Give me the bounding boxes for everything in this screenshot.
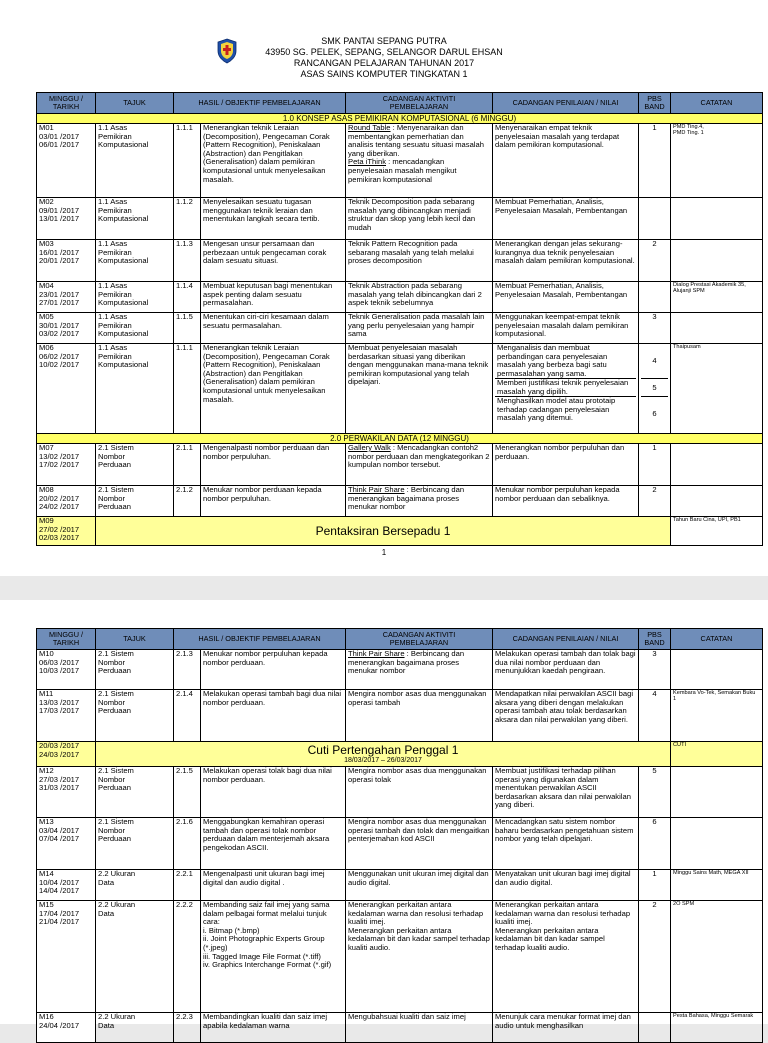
page-number: 1 (381, 548, 387, 557)
table-row (37, 650, 763, 690)
school-name: SMK PANTAI SEPANG PUTRA (321, 36, 447, 46)
assessment-cell (493, 344, 639, 434)
topic-cell: 2.2 Ukuran Data (96, 870, 174, 901)
objective-cell: Melakukan operasi tambah bagi dua nilai nombor perduaan. (201, 690, 346, 742)
topic-cell: 2.1 Sistem Nombor Perduaan (96, 444, 174, 486)
topic-cell: 2.2 Ukuran Data (96, 901, 174, 1013)
code-cell: 2.1.2 (174, 486, 201, 517)
table-row (37, 313, 763, 344)
activity-cell: Teknik Abstraction pada sebarang masalah yang telah dibincangkan dari 2 aspek teknik sebelumnya (346, 282, 493, 313)
activity-method: Round Table (348, 123, 391, 132)
objective-cell: Membuat keputusan bagi menentukan aspek penting dalam sesuatu permasalahan. (201, 282, 346, 313)
remarks-cell: Tahun Baru Cina, UPI, PB1 (671, 517, 763, 546)
activity-cell: Teknik Decomposition pada sebarang masalah yang dibincangkan menjadi struktur dan skop yang lebih kecil dan mudah (346, 198, 493, 240)
objective-cell: Mengenalpasti unit ukuran bagi imej digital dan audio digital . (201, 870, 346, 901)
school-address: 43950 SG. PELEK, SEPANG, SELANGOR DARUL EHSAN (265, 47, 503, 57)
topic-cell: 2.1 Sistem Nombor Perduaan (96, 690, 174, 742)
document-header (0, 36, 768, 80)
remarks-cell: Minggu Sains Math, MEGA XII (671, 870, 763, 901)
plan-title: RANCANGAN PELAJARAN TAHUNAN 2017 (293, 58, 475, 68)
objective-cell: Menukar nombor perpuluhan kepada nombor perduaan. (201, 650, 346, 690)
activity-method: Think Pair Share (348, 649, 405, 658)
col-header-pbs: PBS BAND (639, 629, 671, 650)
assessment-cell: Menukar nombor perpuluhan kepada nombor perduaan dan sebaliknya. (493, 486, 639, 517)
table-row (37, 1013, 763, 1043)
table-row (37, 870, 763, 901)
section-title: 2.0 PERWAKILAN DATA (12 MINGGU) (37, 434, 763, 444)
week-cell: M05 30/01 /2017 03/02 /2017 (37, 313, 96, 344)
activity-cell: Mengira nombor asas dua menggunakan operasi tolak (346, 767, 493, 818)
pbs-cell: 6 (639, 818, 671, 870)
holiday-row (37, 742, 763, 767)
col-header-catatan: CATATAN (671, 93, 763, 114)
table-row (37, 901, 763, 1013)
week-cell: M03 16/01 /2017 20/01 /2017 (37, 240, 96, 282)
remarks-cell: Kembara Vo-Tek, Semakan Buku 1 (671, 690, 763, 742)
table-row (37, 124, 763, 198)
pbs-cell: 2 (639, 486, 671, 517)
code-cell: 2.2.3 (174, 1013, 201, 1043)
activity-text: : Menyenaraikan dan membentangkan pemerhatian dan analisis tentang sesuatu situasi masalah yang diberikan. (348, 123, 484, 158)
topic-cell: 1.1 Asas Pemikiran Komputasional (96, 344, 174, 434)
activity-method: Gallery Walk (348, 443, 391, 452)
week-cell: M16 24/04 /2017 (37, 1013, 96, 1043)
subject-title: ASAS SAINS KOMPUTER TINGKATAN 1 (300, 69, 468, 79)
table-header-row (37, 93, 763, 114)
col-header-aktiviti: CADANGAN AKTIVITI PEMBELAJARAN (346, 629, 493, 650)
activity-cell (346, 650, 493, 690)
objective-cell: Menyelesaikan sesuatu tugasan menggunakan teknik leraian dan menentukan langkah secara tertib. (201, 198, 346, 240)
week-cell: 20/03 /2017 24/03 /2017 (37, 742, 96, 767)
activity-cell: Menerangkan perkaitan antara kedalaman warna dan resolusi terhadap kualiti imej. Menerangkan perkaitan antara kedalaman bit dan kadar sampel terhadap kualiti audio. (346, 901, 493, 1013)
assessment-cell: Menyatakan unit ukuran bagi imej digital dan audio digital. (493, 870, 639, 901)
week-cell: M11 13/03 /2017 17/03 /2017 (37, 690, 96, 742)
week-cell: M08 20/02 /2017 24/02 /2017 (37, 486, 96, 517)
topic-cell: 2.1 Sistem Nombor Perduaan (96, 486, 174, 517)
week-cell: M04 23/01 /2017 27/01 /2017 (37, 282, 96, 313)
objective-cell: Mengesan unsur persamaan dan perbezaan untuk pengecaman corak dalam sesuatu situasi. (201, 240, 346, 282)
remarks-cell: Pesta Bahasa, Minggu Semarak (671, 1013, 763, 1043)
assessment-week-row (37, 517, 763, 546)
objective-cell: Menerangkan teknik Leraian (Decomposition), Pengecaman Corak (Pattern Recognition), Peniskalaan (Abstraction) dan Pengitlakan (Generalisation) dalam pemikiran komputasional untuk menyelesaikan masalah. (201, 344, 346, 434)
assessment-cell: Mencadangkan satu sistem nombor baharu berdasarkan pengetahuan sistem nombor yang telah dipelajari. (493, 818, 639, 870)
remarks-cell (671, 818, 763, 870)
pbs-cell: 1 (639, 444, 671, 486)
assessment-cell: Melakukan operasi tambah dan tolak bagi dua nilai nombor perduaan dan menunjukkan kaedah pengiraan. (493, 650, 639, 690)
remarks-cell (671, 767, 763, 818)
pbs-cell (639, 282, 671, 313)
assessment-cell: Menunjuk cara menukar format imej dan audio untuk menghasilkan (493, 1013, 639, 1043)
week-cell: M12 27/03 /2017 31/03 /2017 (37, 767, 96, 818)
activity-cell (346, 486, 493, 517)
pbs-cell: 2 (639, 901, 671, 1013)
objective-cell: Melakukan operasi tolak bagi dua nilai nombor perduaan. (201, 767, 346, 818)
pbs-cell: 3 (639, 313, 671, 344)
col-header-hasil: HASIL / OBJEKTIF PEMBELAJARAN (174, 93, 346, 114)
objective-cell: Mengenalpasti nombor perduaan dan nombor perpuluhan. (201, 444, 346, 486)
week-cell: M14 10/04 /2017 14/04 /2017 (37, 870, 96, 901)
code-cell: 1.1.4 (174, 282, 201, 313)
assessment-item: Menghasilkan model atau prototaip terhadap cadangan penyelesaian masalah yang ditemui. (497, 396, 616, 423)
assessment-cell: Menerangkan nombor perpuluhan dan perduaan. (493, 444, 639, 486)
activity-cell (346, 444, 493, 486)
pbs-value: 6 (652, 409, 657, 418)
assessment-item: Menganalisis dan membuat perbandingan cara penyelesaian masalah yang berbeza bagi satu permasalahan yang sama. (495, 344, 636, 379)
col-header-catatan: CATATAN (671, 629, 763, 650)
activity-text: : Berbincang dan menerangkan bagaimana proses menukar nombor (348, 485, 465, 512)
activity-text: : Berbincang dan menerangkan bagaimana proses menukar nombor (348, 649, 465, 676)
remarks-cell (671, 240, 763, 282)
event-title: Pentaksiran Bersepadu 1 (96, 517, 671, 546)
remarks-cell (671, 650, 763, 690)
activity-cell: Membuat penyelesaian masalah berdasarkan situasi yang diberikan dengan menggunakan mana-mana teknik pemikiran komputasional yang telah dipelajari. (346, 344, 493, 434)
assessment-cell: Membuat Pemerhatian, Analisis, Penyelesaian Masalah, Pembentangan (493, 282, 639, 313)
pbs-value: 4 (641, 344, 668, 379)
assessment-cell: Menyenaraikan empat teknik penyelesaian masalah yang terdapat dalam pemikiran komputasional. (493, 124, 639, 198)
code-cell: 1.1.2 (174, 198, 201, 240)
activity-cell: Mengira nombor asas dua menggunakan operasi tambah (346, 690, 493, 742)
activity-method: Peta iThink (348, 157, 386, 167)
pbs-cell: 3 (639, 650, 671, 690)
topic-cell: 2.1 Sistem Nombor Perduaan (96, 818, 174, 870)
topic-cell: 2.1 Sistem Nombor Perduaan (96, 650, 174, 690)
assessment-cell: Menggunakan keempat-empat teknik penyelesaian masalah dalam pemikiran komputasional. (493, 313, 639, 344)
objective-cell: Menukar nombor perduaan kepada nombor perpuluhan. (201, 486, 346, 517)
code-cell: 2.1.1 (174, 444, 201, 486)
code-cell: 2.1.6 (174, 818, 201, 870)
activity-cell: Teknik Pattern Recognition pada sebarang masalah yang telah melalui proses decomposition (346, 240, 493, 282)
col-header-penilaian: CADANGAN PENILAIAN / NILAI (493, 629, 639, 650)
activity-cell: Teknik Generalisation pada masalah lain yang perlu penyelesaian yang hampir sama (346, 313, 493, 344)
pbs-cell: 4 (639, 690, 671, 742)
code-cell: 2.2.1 (174, 870, 201, 901)
week-cell: M15 17/04 /2017 21/04 /2017 (37, 901, 96, 1013)
code-cell: 1.1.5 (174, 313, 201, 344)
remarks-cell: 2O SPM (671, 901, 763, 1013)
topic-cell: 1.1 Asas Pemikiran Komputasional (96, 313, 174, 344)
assessment-cell: Membuat justifikasi terhadap pilihan operasi yang digunakan dalam menentukan perwakilan ASCII berdasarkan aksara dan nilai perwakilan yang diberi. (493, 767, 639, 818)
topic-cell: 1.1 Asas Pemikiran Komputasional (96, 282, 174, 313)
assessment-cell: Mendapatkan nilai perwakilan ASCII bagi aksara yang diberi dengan melakukan operasi tambah atau tolak berdasarkan aksara dan nilai perwakilan yang diberi. (493, 690, 639, 742)
col-header-minggu: MINGGU / TARIKH (37, 93, 96, 114)
remarks-cell: PMD Ting.4, PMD Ting. 1 (671, 124, 763, 198)
table-header-row (37, 629, 763, 650)
week-cell: M10 06/03 /2017 10/03 /2017 (37, 650, 96, 690)
week-cell: M13 03/04 /2017 07/04 /2017 (37, 818, 96, 870)
activity-text: : Mencadangkan contoh2 nombor perduaan dan mengkategorikan 2 kumpulan nombor tersebut. (348, 443, 490, 470)
topic-cell: 1.1 Asas Pemikiran Komputasional (96, 124, 174, 198)
remarks-cell (671, 444, 763, 486)
section-row (37, 114, 763, 124)
col-header-tajuk: TAJUK (96, 93, 174, 114)
table-row (37, 767, 763, 818)
activity-cell: Mengira nombor asas dua menggunakan operasi tambah dan tolak dan mengaitkan penterjemahan kod ASCII (346, 818, 493, 870)
pbs-cell (639, 344, 671, 434)
code-cell: 1.1.1 (174, 124, 201, 198)
week-cell: M07 13/02 /2017 17/02 /2017 (37, 444, 96, 486)
section-title: 1.0 KONSEP ASAS PEMIKIRAN KOMPUTASIONAL (6 MINGGU) (37, 114, 763, 124)
table-row (37, 444, 763, 486)
activity-cell: Mengubahsuai kualiti dan saiz imej (346, 1013, 493, 1043)
pbs-cell (639, 1013, 671, 1043)
topic-cell: 1.1 Asas Pemikiran Komputasional (96, 240, 174, 282)
pbs-cell: 5 (639, 767, 671, 818)
pbs-cell: 1 (639, 870, 671, 901)
assessment-cell: Menerangkan perkaitan antara kedalaman warna dan resolusi terhadap kualiti imej. Menerangkan perkaitan antara kedalaman bit dan kadar sampel terhadap kualiti audio. (493, 901, 639, 1013)
remarks-cell (671, 486, 763, 517)
table-row (37, 690, 763, 742)
page-2 (0, 600, 768, 1030)
assessment-cell: Menerangkan dengan jelas sekurang- kurangnya dua teknik penyelesaian masalah dalam pemikiran komputasional. (493, 240, 639, 282)
pbs-cell (639, 198, 671, 240)
assessment-item: Memberi justifikasi teknik penyelesaian masalah yang dipilih. (495, 379, 636, 397)
col-header-tajuk: TAJUK (96, 629, 174, 650)
activity-method: Think Pair Share (348, 485, 405, 494)
activity-text: : mencadangkan penyelesaian masalah mengikut pemikiran komputasional (348, 157, 457, 184)
remarks-cell (671, 198, 763, 240)
table-row (37, 198, 763, 240)
code-cell: 2.1.4 (174, 690, 201, 742)
objective-cell: Menggabungkan kemahiran operasi tambah dan operasi tolak nombor perduaan dalam menterjemah aksara pengekodan ASCII. (201, 818, 346, 870)
objective-cell: Menentukan ciri-ciri kesamaan dalam sesuatu permasalahan. (201, 313, 346, 344)
topic-cell: 2.2 Ukuran Data (96, 1013, 174, 1043)
code-cell: 1.1.3 (174, 240, 201, 282)
week-cell: M06 06/02 /2017 10/02 /2017 (37, 344, 96, 434)
week-cell: M09 27/02 /2017 02/03 /2017 (37, 517, 96, 546)
col-header-aktiviti: CADANGAN AKTIVITI PEMBELAJARAN (346, 93, 493, 114)
table-row (37, 282, 763, 313)
table-row (37, 344, 763, 434)
code-cell: 2.1.5 (174, 767, 201, 818)
section-row (37, 434, 763, 444)
col-header-pbs: PBS BAND (639, 93, 671, 114)
remarks-cell: CUTI (671, 742, 763, 767)
objective-cell: Membanding saiz fail imej yang sama dalam pelbagai format melalui tunjuk cara: i. Bitmap (*.bmp) ii. Joint Photographic Experts Group (*.jpeg) iii. Tagged Image File Format (*.tiff) iv. Graphics Interchange Format (*.gif) (201, 901, 346, 1013)
table-row (37, 818, 763, 870)
holiday-dates: 18/03/2017 – 26/03/2017 (344, 757, 422, 764)
code-cell: 2.1.3 (174, 650, 201, 690)
objective-cell: Menerangkan teknik Leraian (Decomposition), Pengecaman Corak (Pattern Recognition), Peniskalaan (Abstraction) dan Pengitlakan (Generalisation) dalam pemikiran komputasional untuk menyelesaikan masalah. (201, 124, 346, 198)
plan-table-page-1 (36, 92, 763, 546)
pbs-value: 5 (641, 379, 668, 397)
topic-cell: 1.1 Asas Pemikiran Komputasional (96, 198, 174, 240)
table-row (37, 240, 763, 282)
week-cell: M01 03/01 /2017 06/01 /2017 (37, 124, 96, 198)
col-header-minggu: MINGGU / TARIKH (37, 629, 96, 650)
pbs-cell: 1 (639, 124, 671, 198)
assessment-cell: Membuat Pemerhatian, Analisis, Penyelesaian Masalah, Pembentangan (493, 198, 639, 240)
code-cell: 1.1.1 (174, 344, 201, 434)
holiday-title-cell (96, 742, 671, 767)
remarks-cell (671, 313, 763, 344)
remarks-cell: Dialog Prestasi Akademik 35, Alujanji SPM (671, 282, 763, 313)
code-cell: 2.2.2 (174, 901, 201, 1013)
table-row (37, 486, 763, 517)
col-header-hasil: HASIL / OBJEKTIF PEMBELAJARAN (174, 629, 346, 650)
pbs-cell: 2 (639, 240, 671, 282)
col-header-penilaian: CADANGAN PENILAIAN / NILAI (493, 93, 639, 114)
activity-cell: Menggunakan unit ukuran imej digital dan audio digital. (346, 870, 493, 901)
topic-cell: 2.1 Sistem Nombor Perduaan (96, 767, 174, 818)
holiday-title: Cuti Pertengahan Penggal 1 (307, 743, 459, 757)
remarks-cell: Thaipusam (671, 344, 763, 434)
week-cell: M02 09/01 /2017 13/01 /2017 (37, 198, 96, 240)
activity-cell (346, 124, 493, 198)
plan-table-page-2 (36, 628, 763, 1043)
objective-cell: Membandingkan kualiti dan saiz imej apabila kedalaman warna (201, 1013, 346, 1043)
